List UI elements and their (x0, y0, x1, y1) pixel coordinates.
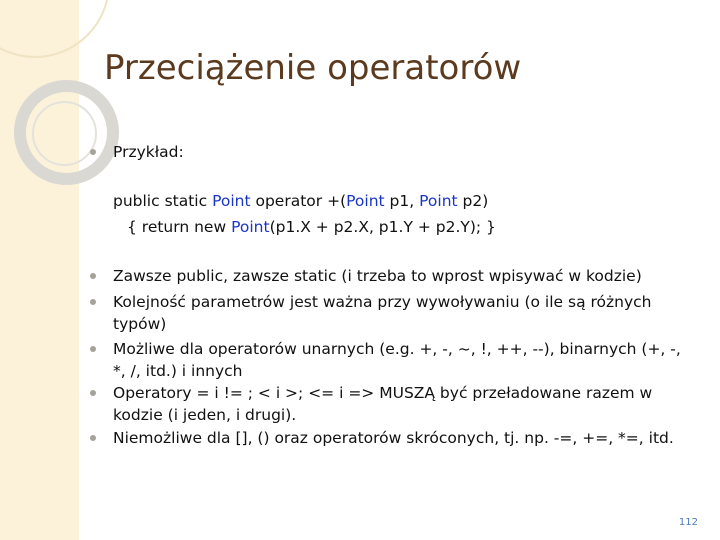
bullet-text: Zawsze public, zawsze static (i trzeba to wprost wpisywać w kodzie) (113, 267, 642, 285)
code-token: p2) (457, 192, 489, 210)
bullet-text: Niemożliwe dla [], () oraz operatorów skróconych, tj. np. -=, +=, *=, itd. (113, 429, 674, 447)
decorative-ring-small (32, 101, 97, 166)
code-token: { return new (127, 218, 232, 236)
bullet-text: Kolejność parametrów jest ważna przy wywoływaniu (o ile są różnych typów) (113, 293, 652, 333)
bullet-text: Możliwe dla operatorów unarnych (e.g. +, -, ~, !, ++, --), binarnych (+, -, *, /, itd.) i innych (113, 340, 681, 380)
bullet-dot-icon (90, 149, 96, 155)
decorative-side-panel (0, 0, 79, 540)
code-token: public static (113, 192, 213, 210)
code-line-2 (127, 216, 496, 238)
decorative-ring-top (0, 0, 110, 58)
bullet-dot-icon (90, 435, 96, 441)
bullet-dot-icon (90, 273, 96, 279)
bullet-text: Operatory = i != ; < i >; <= i => MUSZĄ być przeładowane razem w kodzie (i jeden, i drugi). (113, 384, 653, 424)
bullet-text: Przykład: (113, 143, 184, 161)
bullet-item (90, 427, 690, 449)
bullet-item (90, 382, 690, 426)
bullet-example (90, 141, 690, 163)
slide-title: Przeciążenie operatorów (104, 48, 522, 88)
code-token-type: Point (212, 192, 251, 210)
bullet-item (90, 338, 690, 382)
code-token-type: Point (346, 192, 385, 210)
bullet-item (90, 291, 690, 335)
bullet-item (90, 265, 690, 287)
code-line-1 (113, 190, 488, 212)
bullet-dot-icon (90, 390, 96, 396)
code-token-type: Point (419, 192, 458, 210)
bullet-dot-icon (90, 346, 96, 352)
code-token: (p1.X + p2.X, p1.Y + p2.Y); } (269, 218, 496, 236)
page-number: 112 (678, 517, 698, 528)
bullet-dot-icon (90, 299, 96, 305)
code-token-type: Point (231, 218, 270, 236)
code-token: p1, (384, 192, 420, 210)
code-token: operator +( (250, 192, 347, 210)
